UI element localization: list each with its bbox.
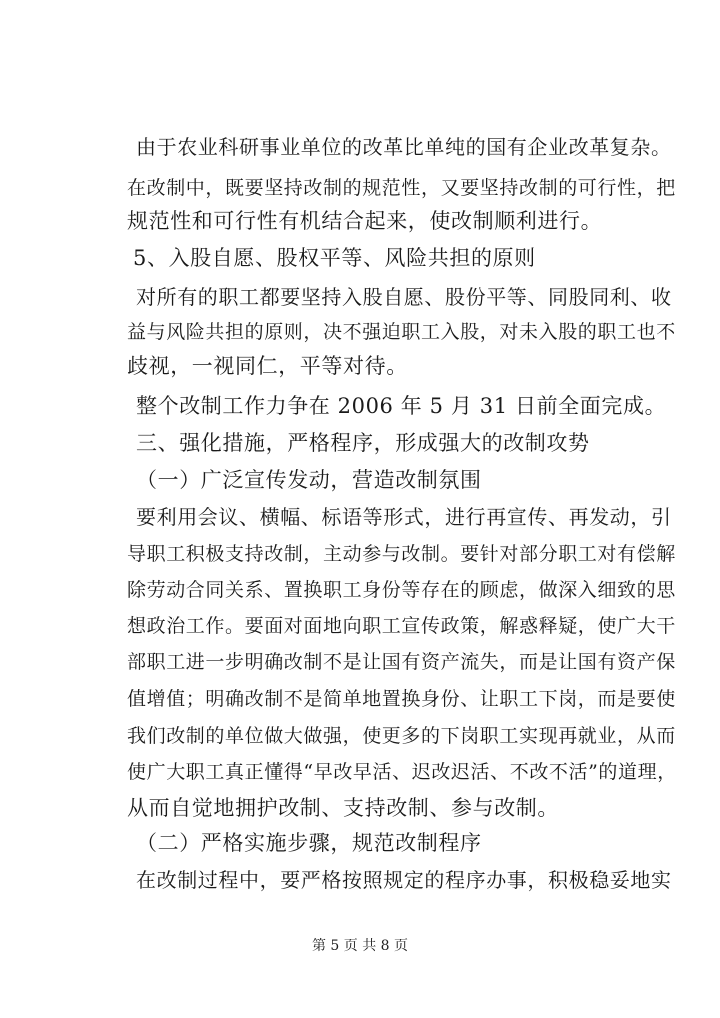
section-heading: 5、入股自愿、股权平等、风险共担的原则 <box>133 246 536 270</box>
subsection-heading: （一）广泛宣传发动，营造改制氛围 <box>136 468 482 492</box>
paragraph-line: 在改制中，既要坚持改制的规范性，又要坚持改制的可行性，把 <box>127 177 676 199</box>
paragraph-line: 想政治工作。要面对面地向职工宣传政策，解惑释疑，使广大干 <box>127 615 676 637</box>
paragraph-line: 要利用会议、横幅、标语等形式，进行再宣传、再发动，引 <box>136 505 672 529</box>
paragraph-line: 我们改制的单位做大做强，使更多的下岗职工实现再就业，从而 <box>127 725 676 747</box>
subsection-heading: （二）严格实施步骤，规范改制程序 <box>136 831 482 855</box>
paragraph-line: 益与风险共担的原则，决不强迫职工入股，对未入股的职工也不 <box>127 321 676 343</box>
paragraph-line: 歧视，一视同仁，平等对待。 <box>127 354 408 378</box>
paragraph-line: 部职工进一步明确改制不是让国有资产流失，而是让国有资产保 <box>127 651 676 673</box>
paragraph-line: 在改制过程中，要严格按照规定的程序办事，积极稳妥地实 <box>136 868 672 892</box>
paragraph-line: 规范性和可行性有机结合起来，使改制顺利进行。 <box>127 209 603 233</box>
paragraph-line: 导职工积极支持改制，主动参与改制。要针对部分职工对有偿解 <box>127 543 676 565</box>
paragraph-line: 对所有的职工都要坚持入股自愿、股份平等、同股同利、收 <box>136 285 672 309</box>
paragraph-line: 值增值；明确改制不是简单地置换身份、让职工下岗，而是要使 <box>127 688 676 710</box>
page-number-footer: 第 5 页 共 8 页 <box>311 938 409 954</box>
paragraph-line: 从而自觉地拥护改制、支持改制、参与改制。 <box>127 796 559 820</box>
paragraph-line: 整个改制工作力争在 2006 年 5 月 31 日前全面完成。 <box>136 394 667 418</box>
paragraph-line: 除劳动合同关系、置换职工身份等存在的顾虑，做深入细致的思 <box>127 579 676 601</box>
section-heading: 三、强化措施，严格程序，形成强大的改制攻势 <box>136 431 590 455</box>
paragraph-line: 由于农业科研事业单位的改革比单纯的国有企业改革复杂。 <box>136 135 672 159</box>
paragraph-line: 使广大职工真正懂得“早改早活、迟改迟活、不改不活”的道理， <box>127 761 677 783</box>
